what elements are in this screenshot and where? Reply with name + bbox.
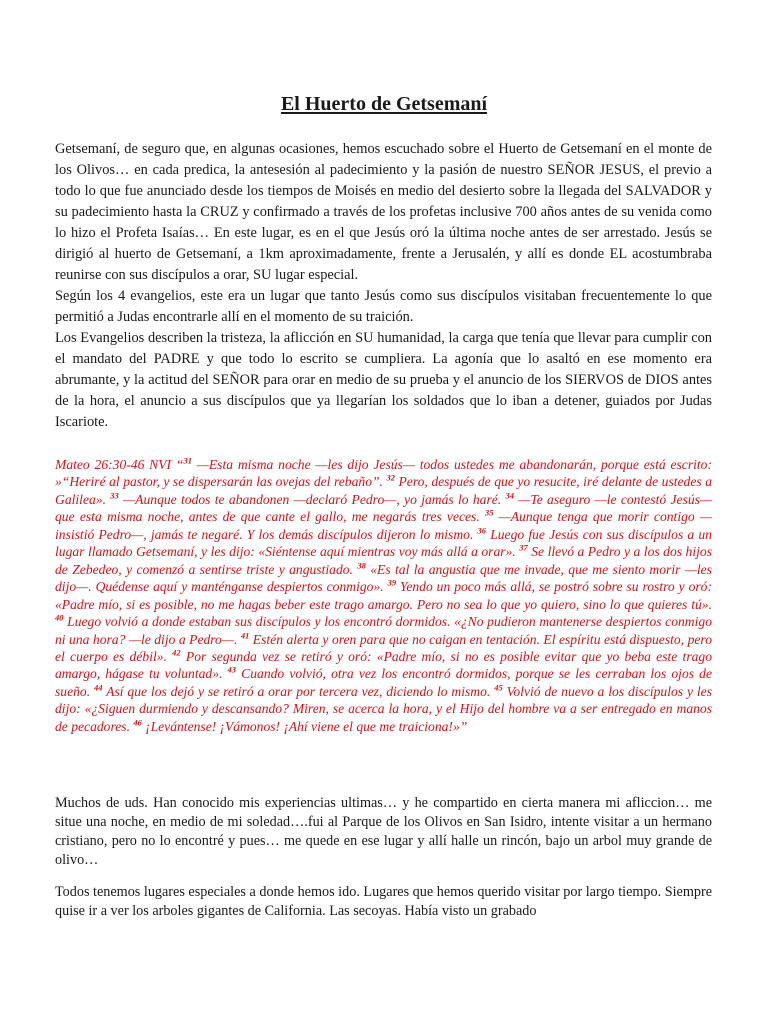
scripture-reference: Mateo 26:30-46 NVI xyxy=(55,457,172,472)
verse-text: —Esta misma noche —les dijo Jesús— todos ustedes me abandonarán, porque está escrito: »“Heriré al pastor, y se dispersarán las ovejas del rebaño”. xyxy=(55,457,712,490)
verse-number: 39 xyxy=(387,577,397,588)
verse-number: 34 xyxy=(505,490,514,501)
verse-text: ¡Levántense! ¡Vámonos! ¡Ahí viene el que me traiciona!»” xyxy=(141,718,468,734)
verse-text: Por segunda vez se retiró y oró: «Padre mío, si no es posible evitar que yo beba este trago amargo, hágase tu voluntad». xyxy=(55,648,712,682)
verse-text: Luego fue Jesús con sus discípulos a un lugar llamado Getsemaní, y les dijo: «Siéntense aquí mientras voy más allá a orar». xyxy=(55,526,712,560)
verse-number: 42 xyxy=(172,647,181,658)
verse-number: 37 xyxy=(519,542,528,553)
verse-number: 31 xyxy=(183,455,192,466)
verse-number: 40 xyxy=(55,612,64,623)
verse-text: Se llevó a Pedro y a los dos hijos de Zebedeo, y comenzó a sentirse triste y angustiado. xyxy=(55,544,712,577)
verse-text: —Aunque tenga que morir contigo —insistió Pedro—, jamás te negaré. Y los demás discípulos dijeron lo mismo. xyxy=(55,509,712,542)
verse-text: Luego volvió a donde estaban sus discípulos y los encontró dormidos. «¿No pudieron mantenerse despiertos conmigo ni una hora? —le dijo a Pedro—. xyxy=(55,614,712,647)
verse-number: 38 xyxy=(357,560,366,571)
verse-text: Volvió de nuevo a los discípulos y les dijo: «¿Siguen durmiendo y descansando? Miren, se acerca la hora, y el Hijo del hombre va a ser entregado en manos de pecadores. xyxy=(55,683,712,734)
intro-paragraph: Los Evangelios describen la tristeza, la aflicción en SU humanidad, la carga que tenía que llevar para cumplir con el mandato del PADRE y que todo lo escrito se cumpliera. La agonía que lo asaltó en ese momento era abrumante, y la actitud del SEÑOR para orar en medio de su prueba y el anuncio de los SIERVOS de DIOS antes de la hora, el anuncio a sus discípulos que ya llegarían los soldados que lo iban a detener, guiados por Judas Iscariote. xyxy=(55,330,712,430)
verse-text: Pero, después de que yo resucite, iré delante de ustedes a Galilea». xyxy=(55,474,712,507)
verse-number: 35 xyxy=(484,507,494,518)
document-title: El Huerto de Getsemaní xyxy=(280,93,488,115)
intro-paragraph: Getsemaní, de seguro que, en algunas ocasiones, hemos escuchado sobre el Huerto de Getsemaní en el monte de los Olivos… en cada predica, la antesesión al padecimiento y la pasión de nuestro SEÑOR JESUS, el previo a todo lo que fue anunciado desde los tiempos de Moisés en medio del desierto sobre la llegada del SALVADOR y su padecimiento hasta la CRUZ y confirmado a través de los profetas inclusive 700 años antes de su venida como lo hizo el Profeta Isaías… En este lugar, es en el que Jesús oró la última noche antes de ser arrestado. Jesús se dirigió al huerto de Getsemaní, a 1km aproximadamente, frente a Jerusalén, y allí es donde EL acostumbraba reunirse con sus discípulos a orar, SU lugar especial. xyxy=(55,141,712,283)
verse-number: 36 xyxy=(477,525,487,536)
verse-number: 46 xyxy=(133,717,142,728)
verse-text: Estén alerta y oren para que no caigan en tentación. El espíritu está dispuesto, pero el cuerpo es débil». xyxy=(55,631,712,664)
verse-text: Así que los dejó y se retiró a orar por tercera vez, diciendo lo mismo. xyxy=(102,683,495,699)
body-paragraph: Todos tenemos lugares especiales a donde hemos ido. Lugares que hemos querido visitar por largo tiempo. Siempre quise ir a ver los arboles gigantes de California. Las secoyas. Había visto un grabado xyxy=(55,884,712,919)
verse-number: 33 xyxy=(110,490,119,501)
intro-paragraph: Según los 4 evangelios, este era un lugar que tanto Jesús como sus discípulos visitaban frecuentemente lo que permitió a Judas encontrarle allí en el momento de su traición. xyxy=(55,288,712,325)
verse-number: 32 xyxy=(386,472,395,483)
verse-number: 45 xyxy=(494,682,503,693)
verse-text: Cuando volvió, otra vez los encontró dormidos, porque se les cerraban los ojos de sueño. xyxy=(55,666,712,699)
scripture-quote xyxy=(55,456,712,735)
verse-number: 41 xyxy=(240,630,250,640)
intro-section xyxy=(55,139,712,433)
verse-text: —Te aseguro —le contestó Jesús— que esta misma noche, antes de que cante el gallo, me negarás tres veces. xyxy=(55,491,712,525)
verse-text: Yendo un poco más allá, se postró sobre su rostro y oró: «Padre mío, si es posible, no me hagas beber este trago amargo. Pero no sea lo que yo quiero, sino lo que quieres tú». xyxy=(55,579,712,612)
verse-text: «Es tal la angustia que me invade, que me siento morir —les dijo—. Quédense aquí y manténganse despiertos conmigo». xyxy=(55,561,712,595)
body-paragraph: Muchos de uds. Han conocido mis experiencias ultimas… y he compartido en cierta manera mi afliccion… me situe una noche, en medio de mi soledad….fui al Parque de los Olivos en San Isidro, intente visitar a un hermano cristiano, pero no lo encontré y pues… me quede en ese lugar y allí halle un rincón, bajo un arbol muy grande de olivo… xyxy=(55,795,712,868)
verse-list xyxy=(55,457,712,734)
verse-number: 44 xyxy=(94,682,103,693)
verse-number: 43 xyxy=(227,664,237,675)
verse-text: —Aunque todos te abandonen —declaró Pedro—, yo jamás lo haré. xyxy=(118,491,506,507)
quote-open-mark: “ xyxy=(171,457,184,472)
